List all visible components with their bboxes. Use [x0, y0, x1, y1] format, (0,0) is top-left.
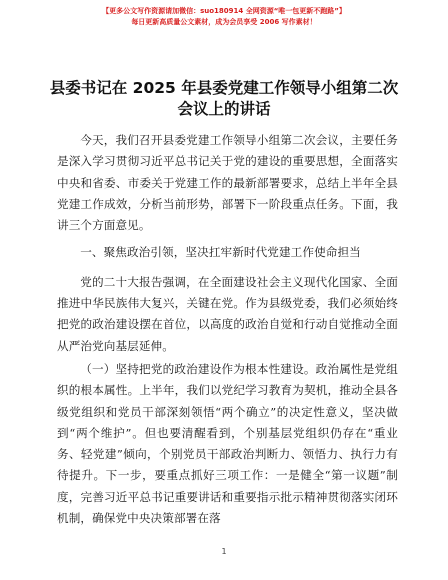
promo-banner	[0, 6, 448, 28]
document-body	[57, 130, 398, 531]
paragraph-2: 党的二十大报告强调，在全面建设社会主义现代化国家、全面推进中华民族伟大复兴，关键在党。作为县级党委，我们必须始终把党的政治建设摆在首位，以高度的政治自觉和行动自觉推动全面从严治党向基层延伸。	[57, 274, 398, 353]
section-heading-1: 一、聚焦政治引领，坚决扛牢新时代党建工作使命担当	[80, 245, 361, 260]
page-number: 1	[221, 547, 227, 556]
promo-banner-line-1: 【更多公文写作资源请加微信：suo180914 全网资源“唯一包更新不跑路”】	[102, 7, 346, 15]
document-title: 县委书记在 2025 年县委党建工作领导小组第二次会议上的讲话	[49, 79, 399, 118]
paragraph-intro: 今天，我们召开县委党建工作领导小组第二次会议，主要任务是深入学习贯彻习近平总书记关于党的建设的重要思想，全面落实中央和省委、市委关于党建工作的最新部署要求，总结上半年全县党建工作成效，分析当前形势，部署下一阶段重点任务。下面，我讲三个方面意见。	[57, 133, 398, 233]
promo-banner-line-2: 每日更新高质量公文素材，成为会员享受 2006 写作素材！	[131, 18, 317, 26]
paragraph-3: （一）坚持把党的政治建设作为根本性建设。政治属性是党组织的根本属性。上半年，我们以党纪学习教育为契机，推动全县各级党组织和党员干部深刻领悟“两个确立”的决定性意义，坚决做到“两个维护”。但也要清醒看到，个别基层党组织仍存在“重业务、轻党建”倾向，个别党员干部政治判断力、领悟力、执行力有待提升。下一步，要重点抓好三项工作：一是健全“第一议题”制度，完善习近平总书记重要讲话和重要指示批示精神贯彻落实闭环机制，确保党中央决策部署在落	[57, 361, 398, 526]
